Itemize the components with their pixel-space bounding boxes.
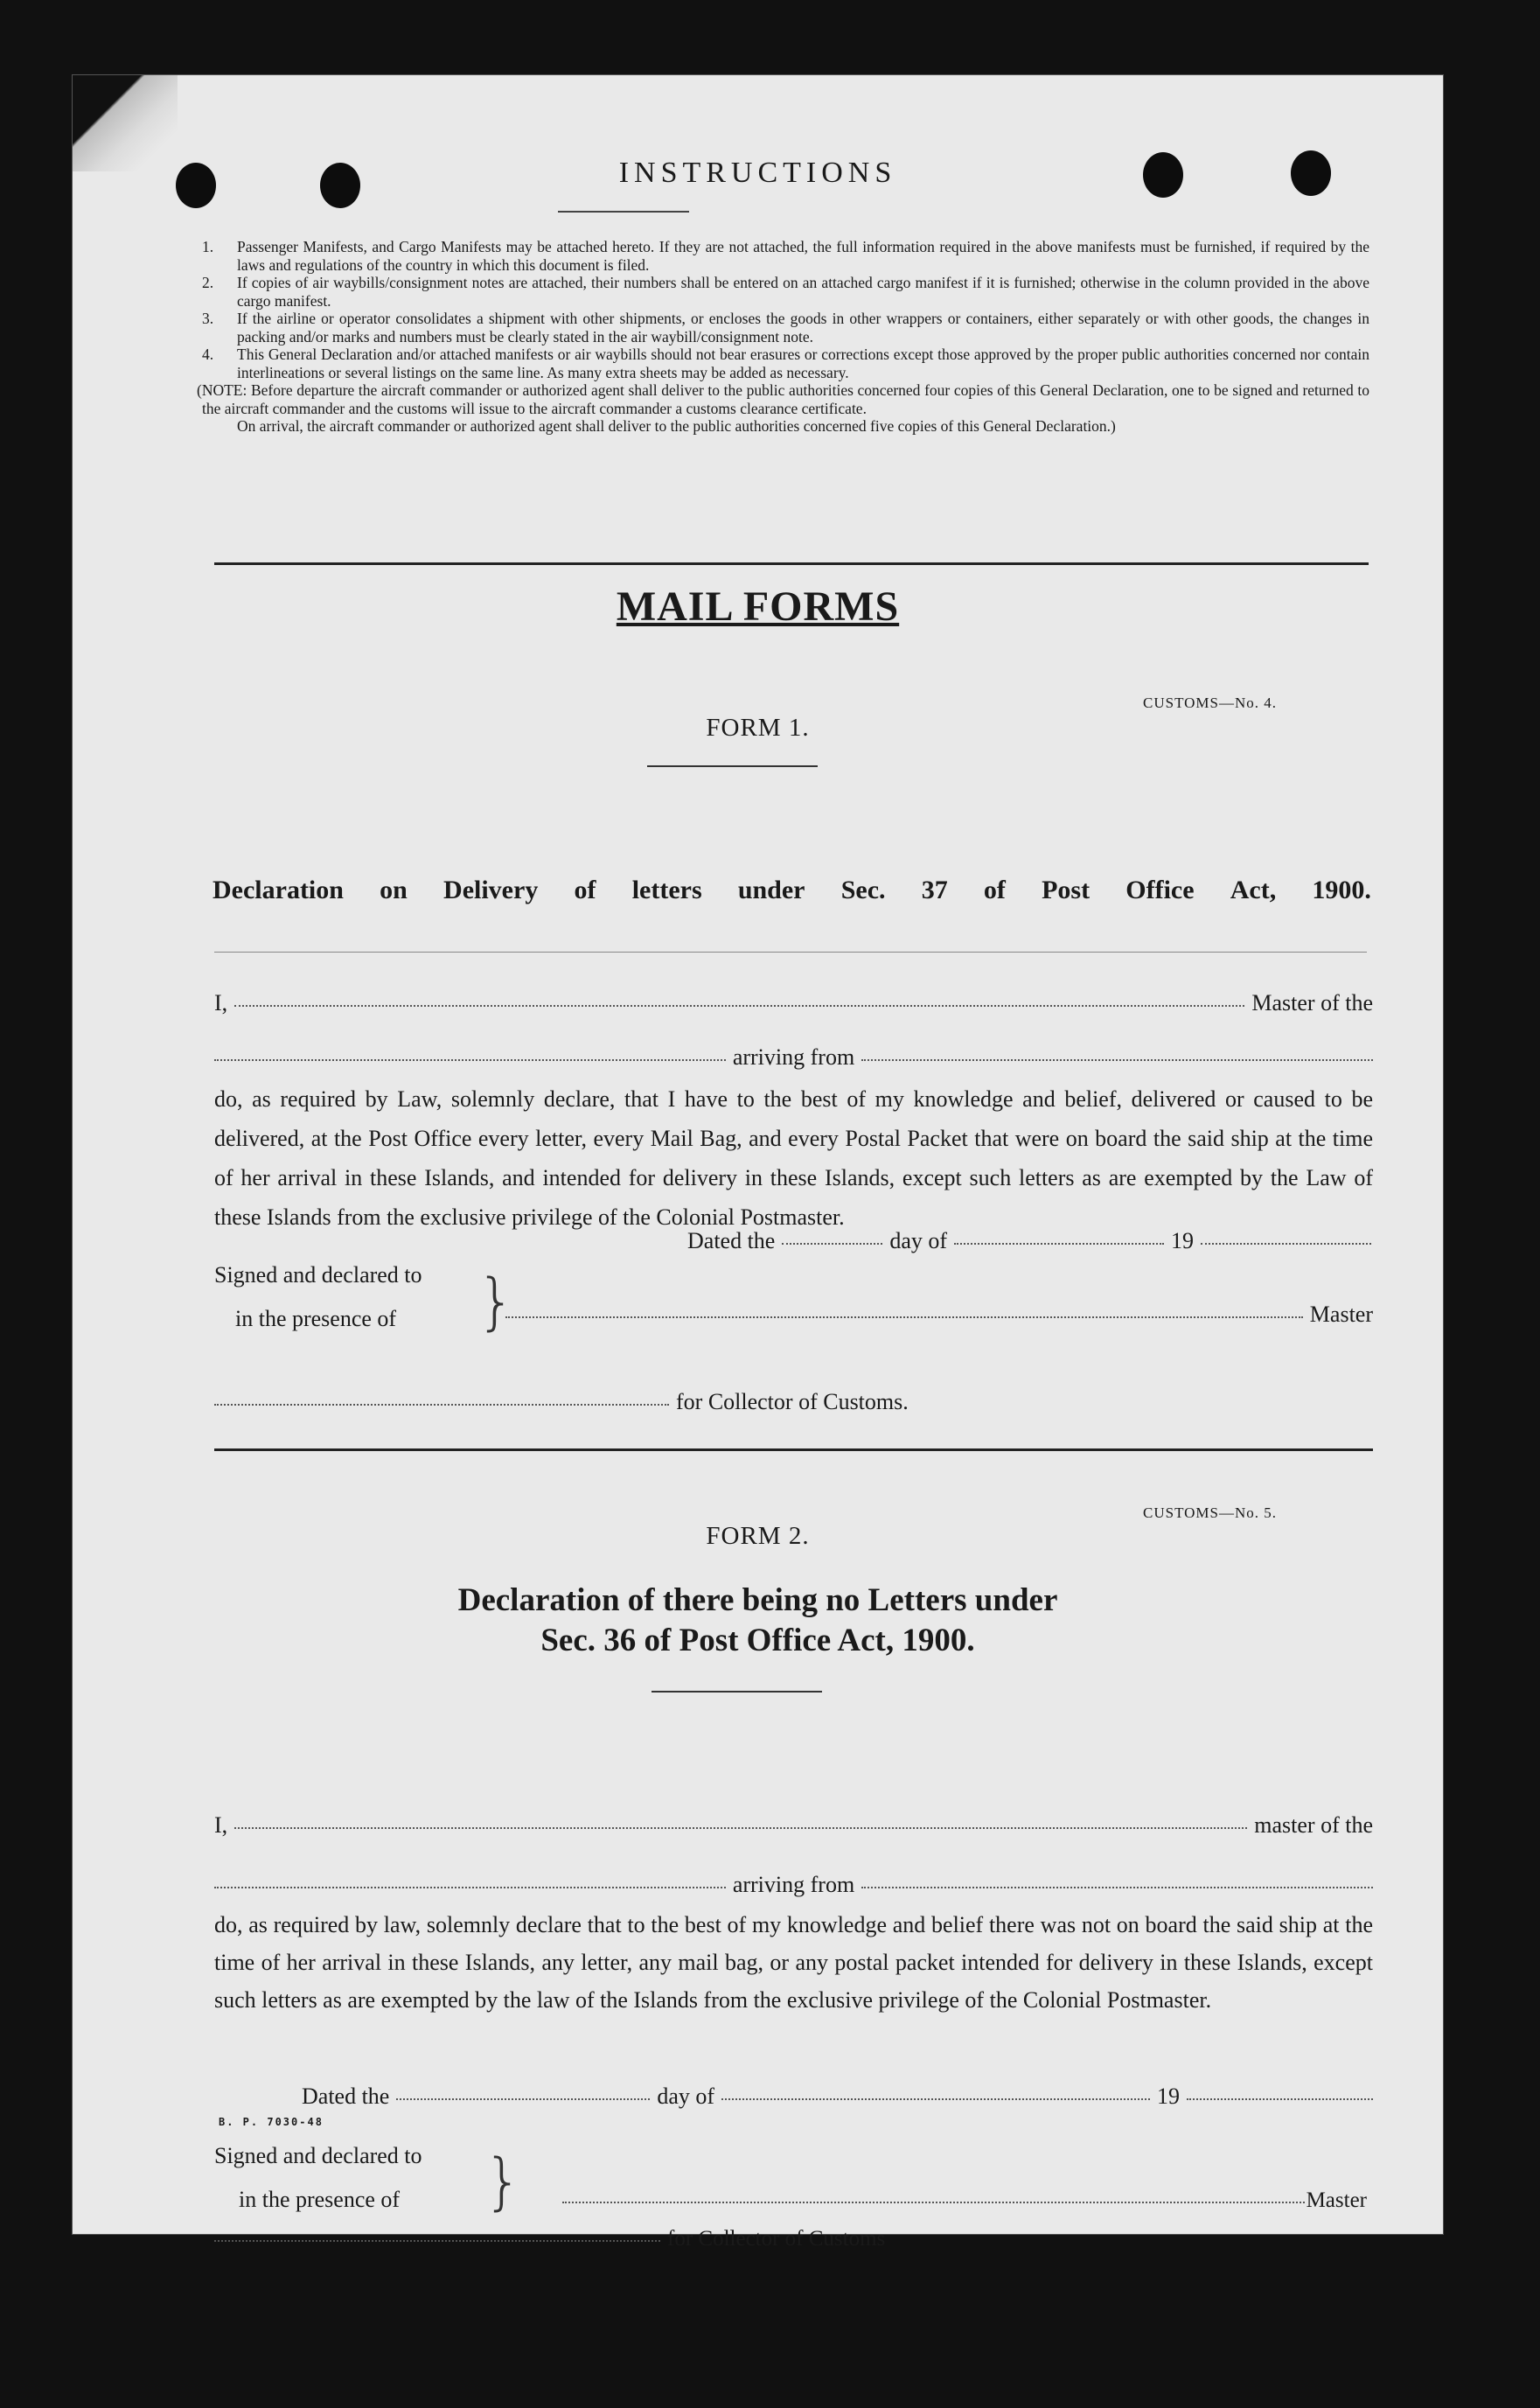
section-divider [214, 562, 1369, 565]
mail-forms-title: MAIL FORMS [616, 583, 900, 630]
form1-title: FORM 1. [706, 714, 810, 742]
instructions-title: INSTRUCTIONS [618, 157, 897, 189]
form1-title-rule [647, 765, 818, 767]
form1-master-signature-line: Master [505, 1302, 1373, 1328]
form-divider [214, 1448, 1373, 1451]
form1-origin-field[interactable] [861, 1058, 1373, 1061]
form1-month-field[interactable] [954, 1242, 1164, 1245]
form2-brace: } [484, 2146, 523, 2217]
form1-signed-label: Signed and declared to in the presence of [214, 1262, 422, 1331]
form2-origin-field[interactable] [861, 1886, 1373, 1888]
form2-signature-field[interactable] [562, 2201, 1305, 2203]
form1-collector-field[interactable] [214, 1403, 669, 1406]
form2-declaration-heading: Declaration of there being no Letters under Sec. 36 of Post Office Act, 1900. [457, 1582, 1058, 1658]
form2-month-field[interactable] [721, 2097, 1150, 2100]
instruction-item: 3. If the airline or operator consolidates a shipment with other shipments, or encloses the goods in other wrappers or containers, either separately or with other goods, the changes in packing and/or marks and numbers must be clearly stated in the air waybill/consignment note. [202, 310, 1369, 345]
form2-collector-line: for Collector of Customs [214, 2227, 1001, 2251]
form2-master-line: I, master of the [214, 1812, 1373, 1838]
form1-dated-line: Dated the day of 19 [687, 1228, 1371, 1254]
form2-day-field[interactable] [396, 2097, 650, 2100]
form1-heading-rule [214, 952, 1367, 953]
form2-arriving-line: arriving from [214, 1872, 1373, 1898]
instructions-note: (NOTE: Before departure the aircraft commander or authorized agent shall deliver to the public authorities concerned four copies of this General Declaration, one to be signed and returned to the aircraft commander and the customs will issue to the aircraft commander a customs clearance certificate. On arrival, the aircraft commander or authorized agent shall deliver to the public authorities concerned five copies of this General Declaration.) [197, 381, 1369, 435]
form1-body: do, as required by Law, solemnly declare, that I have to the best of my knowledge and belief, delivered or caused to be delivered, at the Post Office every letter, every Mail Bag, and every Postal Packet that were on board the said ship at the time of her arrival in these Islands, and intended for delivery in these Islands, except such letters as are exempted by the Law of these Islands from the exclusive privilege of the Colonial Postmaster. [214, 1086, 1373, 1230]
instruction-item: 2. If copies of air waybills/consignment notes are attached, their numbers shall be entered on an attached cargo manifest if it is furnished; otherwise in the column provided in the above cargo manifest. [202, 274, 1369, 310]
instruction-item: 1. Passenger Manifests, and Cargo Manifests may be attached hereto. If they are not attached, the full information required in the above manifests must be furnished, if required by the laws and regulations of the country in which this document is filed. [202, 238, 1369, 274]
form2-customs-number: CUSTOMS—No. 5. [1143, 1504, 1278, 1521]
instructions-rule [558, 211, 689, 213]
form1-declaration-heading: Declaration on Delivery of letters under Sec. 37 of Post Office Act, 1900. [213, 876, 1371, 904]
printer-code: B. P. 7030-48 [219, 2116, 324, 2128]
form-sheet [73, 75, 1443, 2251]
form2-master-signature-line: Master [562, 2188, 1367, 2213]
form1-collector-line: for Collector of Customs. [214, 1389, 1001, 1415]
form2-dated-line: Dated the day of 19 [302, 2083, 1373, 2110]
form1-master-line: I, Master of the [214, 990, 1373, 1016]
form2-year-field[interactable] [1187, 2097, 1373, 2100]
form2-title: FORM 2. [706, 1522, 810, 1550]
form1-customs-number: CUSTOMS—No. 4. [1143, 694, 1278, 711]
form2-name-field[interactable] [234, 1826, 1247, 1829]
form1-ship-field[interactable] [214, 1058, 726, 1061]
instruction-item: 4. This General Declaration and/or attached manifests or air waybills should not bear erasures or corrections except those approved by the proper public authorities concerned nor contain interlineations or several listings on the same line. As many extra sheets may be added as necessary. [202, 345, 1369, 381]
form2-ship-field[interactable] [214, 1886, 726, 1888]
form2-signed-label: Signed and declared to in the presence of [214, 2143, 422, 2212]
form1-brace: } [477, 1266, 516, 1337]
form1-signature-field[interactable] [505, 1316, 1303, 1318]
form2-body: do, as required by law, solemnly declare that to the best of my knowledge and belief there was not on board the said ship at the time of her arrival in these Islands, any letter, any mail bag, or any postal packet intended for delivery in these Islands, except such letters as are exempted by the law of the Islands from the exclusive privilege of the Colonial Postmaster. [214, 1912, 1373, 2013]
form1-year-field[interactable] [1201, 1242, 1371, 1245]
form1-arriving-line: arriving from [214, 1044, 1373, 1071]
form1-day-field[interactable] [782, 1242, 882, 1245]
form2-title-rule [652, 1691, 822, 1693]
form2-collector-field[interactable] [214, 2239, 660, 2242]
instructions-list [197, 238, 1369, 436]
form1-name-field[interactable] [234, 1004, 1244, 1007]
